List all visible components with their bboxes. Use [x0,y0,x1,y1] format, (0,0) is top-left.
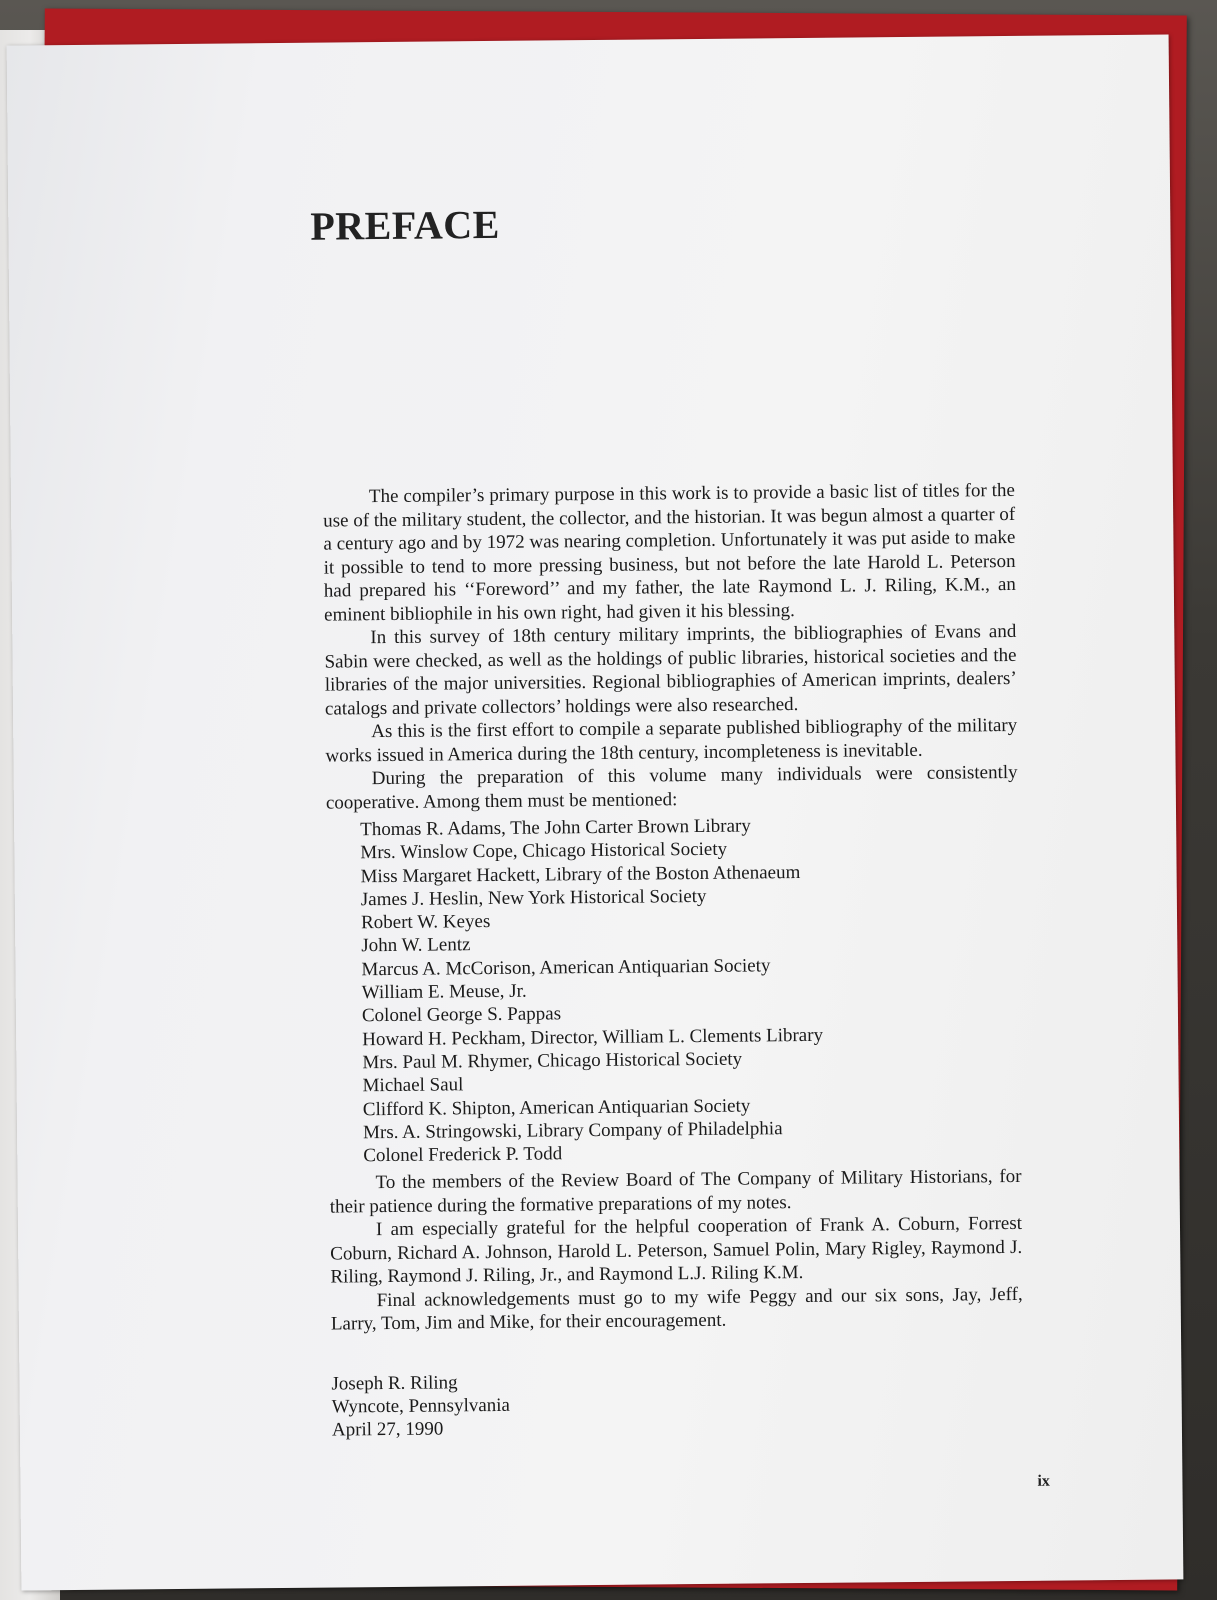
author-name: Joseph R. Riling [331,1372,458,1395]
list-item: William E. Meuse, Jr. [361,980,527,1004]
paragraph-first-effort: As this is the first effort to compile a separate published bibliography of the military works issued in America during the 18th century, incompleteness is inevitable. [325,714,1018,767]
paragraph-review-board: To the members of the Review Board of The Company of Military Historians, for their patience during the formative preparations of my notes. [329,1166,1022,1218]
list-item: Clifford K. Shipton, American Antiquarian Society [362,1095,751,1120]
list-item: Howard H. Peckham, Director, William L. Clements Library [362,1024,824,1050]
list-item: Michael Saul [362,1074,464,1097]
list-item: Mrs. A. Stringowski, Library Company of Philadelphia [362,1118,783,1144]
paragraph-grateful: I am especially grateful for the helpful cooperation of Frank A. Coburn, Forrest Coburn, Richard A. Johnson, Harold L. Peterson, Samuel Polin, Mary Rigley, Raymond J. Riling, Raymond J. Riling, Jr., and Raymond L.J. Riling K.M. [330,1213,1023,1289]
paragraph-family: Final acknowledgements must go to my wife Peggy and our six sons, Jay, Jeff, Larry, Tom, Jim and Mike, for their encouragement. [330,1283,1023,1336]
list-item: Mrs. Paul M. Rhymer, Chicago Historical Society [362,1048,743,1074]
page-number: ix [1037,1472,1050,1490]
list-item: Colonel George S. Pappas [361,1003,562,1027]
author-place: Wyncote, Pennsylvania [331,1394,511,1418]
list-item: Robert W. Keyes [360,911,491,934]
list-item: Miss Margaret Hackett, Library of the Boston Athenaeum [360,861,801,887]
preface-date: April 27, 1990 [331,1418,444,1441]
list-item: Thomas R. Adams, The John Carter Brown Library [360,815,751,841]
acknowledgement-list [360,812,1021,1168]
list-item: John W. Lentz [361,934,471,957]
book-page [7,34,1184,1590]
paragraph-survey: In this survey of 18th century military imprints, the bibliographies of Evans and Sabin were checked, as well as the holdings of public libraries, historical societies and the libraries of the major universities. Regional bibliographies of American imprints, dealers’ catalogs and private collectors’ holdings were also researched. [324,620,1017,720]
preface-body [323,479,1024,1442]
paragraph-cooperation: During the preparation of this volume many individuals were consistently cooperative. Among them must be mentioned: [325,761,1018,814]
list-item: Colonel Frederick P. Todd [363,1143,563,1167]
page-title: PREFACE [310,201,500,249]
paragraph-purpose: The compiler’s primary purpose in this work is to provide a basic list of titles for the use of the military student, the collector, and the historian. It was begun almost a quarter of a century ago and by 1972 was nearing completion. Unfortunately it was put aside to make it possible to tend to more pressing business, but not before the late Harold L. Peterson had prepared his ‘‘Foreword’’ and my father, the late Raymond L. J. Riling, K.M., an eminent bibliophile in his own right, had given it his blessing. [323,479,1016,626]
list-item: Mrs. Winslow Cope, Chicago Historical Society [360,839,728,864]
list-item: Marcus A. McCorison, American Antiquarian Society [361,955,771,981]
list-item: James J. Heslin, New York Historical Society [360,885,707,911]
signature-block [331,1366,1024,1442]
